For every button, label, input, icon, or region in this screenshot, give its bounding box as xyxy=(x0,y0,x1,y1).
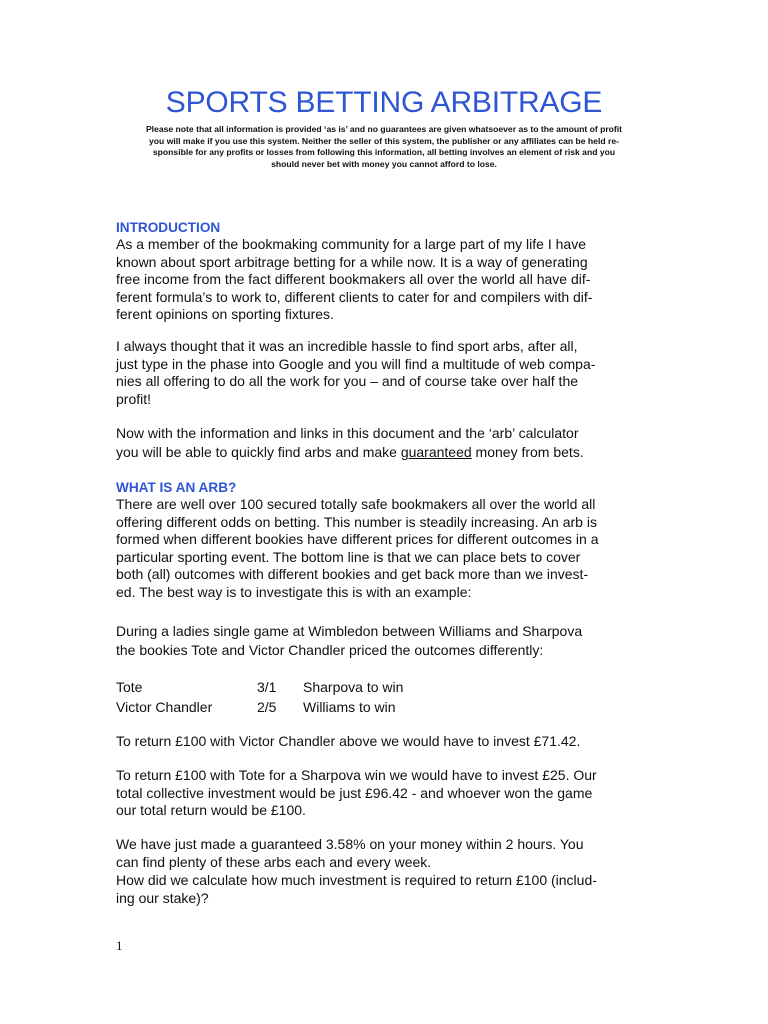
odds-value: 2/5 xyxy=(257,699,277,715)
introduction-heading: INTRODUCTION xyxy=(116,220,221,235)
odds-value: 3/1 xyxy=(257,679,277,695)
text-line xyxy=(116,443,656,462)
text-line: During a ladies single game at Wimbledon between Williams and Sharpova xyxy=(116,623,583,639)
arb-paragraph-1 xyxy=(116,496,656,601)
text-line: ferent opinions on sporting fixtures. xyxy=(116,306,334,322)
outcome: Sharpova to win xyxy=(303,679,404,695)
arb-paragraph-4 xyxy=(116,767,656,820)
document-title: SPORTS BETTING ARBITRAGE xyxy=(165,86,603,119)
what-is-an-arb-heading: WHAT IS AN ARB? xyxy=(116,480,237,495)
text-line: To return £100 with Victor Chandler above we would have to invest £71.42. xyxy=(116,733,581,749)
text-line: We have just made a guaranteed 3.58% on your money within 2 hours. You xyxy=(116,836,584,852)
text-line: Now with the information and links in this document and the ‘arb’ calculator xyxy=(116,425,579,441)
bookie-name: Victor Chandler xyxy=(116,699,213,715)
arb-paragraph-5 xyxy=(116,835,656,907)
disclaimer-line: sponsible for any profits or losses from following this information, all betting involves an element of risk and you xyxy=(152,147,616,157)
text-line: As a member of the bookmaking community for a large part of my life I have xyxy=(116,236,586,252)
text-segment: you will be able to quickly find arbs and make xyxy=(116,444,401,460)
intro-paragraph-3 xyxy=(116,424,656,462)
odds-row-tote xyxy=(116,679,656,697)
outcome: Williams to win xyxy=(303,699,396,715)
disclaimer-line: Please note that all information is provided ‘as is’ and no guarantees are given whatsoever as to the amount of profit xyxy=(145,124,623,134)
disclaimer xyxy=(110,124,658,170)
arb-paragraph-3 xyxy=(116,733,656,751)
intro-paragraph-1 xyxy=(116,236,656,324)
disclaimer-line: you will make if you use this system. Neither the seller of this system, the publisher or any affiliates can be held re- xyxy=(149,135,619,146)
text-line: both (all) outcomes with different bookies and get back more than we invest- xyxy=(116,566,589,582)
text-line: just type in the phase into Google and you will find a multitude of web compa- xyxy=(116,355,596,372)
intro-paragraph-2 xyxy=(116,338,656,408)
arb-paragraph-2 xyxy=(116,622,656,660)
odds-row-victor-chandler xyxy=(116,699,656,717)
text-line: the bookies Tote and Victor Chandler priced the outcomes differently: xyxy=(116,642,544,658)
text-line: known about sport arbitrage betting for a while now. It is a way of generating xyxy=(116,253,588,270)
text-line: I always thought that it was an incredible hassle to find sport arbs, after all, xyxy=(116,338,578,354)
text-line: profit! xyxy=(116,390,152,407)
text-line: ferent formula’s to work to, different clients to cater for and compilers with dif- xyxy=(116,288,593,305)
guaranteed-underlined: guaranteed xyxy=(400,444,472,460)
disclaimer-line: should never bet with money you cannot afford to lose. xyxy=(271,158,497,169)
text-line: nies all offering to do all the work for you – and of course take over half the xyxy=(116,373,579,389)
text-line: ing our stake)? xyxy=(116,890,209,906)
text-line: There are well over 100 secured totally safe bookmakers all over the world all xyxy=(116,496,596,512)
text-line: particular sporting event. The bottom line is that we can place bets to cover xyxy=(116,548,581,565)
text-line: How did we calculate how much investment is required to return £100 (includ- xyxy=(116,872,597,888)
text-line: our total return would be £100. xyxy=(116,802,306,818)
text-line: free income from the fact different bookmakers all over the world all have dif- xyxy=(116,271,591,287)
text-line: total collective investment would be just £96.42 - and whoever won the game xyxy=(116,784,593,801)
text-line: can find plenty of these arbs each and every week. xyxy=(116,854,432,870)
text-line: ed. The best way is to investigate this is with an example: xyxy=(116,583,472,600)
text-segment: money from bets. xyxy=(471,444,584,460)
bookie-name: Tote xyxy=(116,679,143,695)
text-line: offering different odds on betting. This number is steadily increasing. An arb is xyxy=(116,513,597,530)
page-number: 1 xyxy=(116,938,123,953)
text-line: formed when different bookies have different prices for different outcomes in a xyxy=(116,531,599,547)
text-line: To return £100 with Tote for a Sharpova win we would have to invest £25. Our xyxy=(116,767,597,783)
